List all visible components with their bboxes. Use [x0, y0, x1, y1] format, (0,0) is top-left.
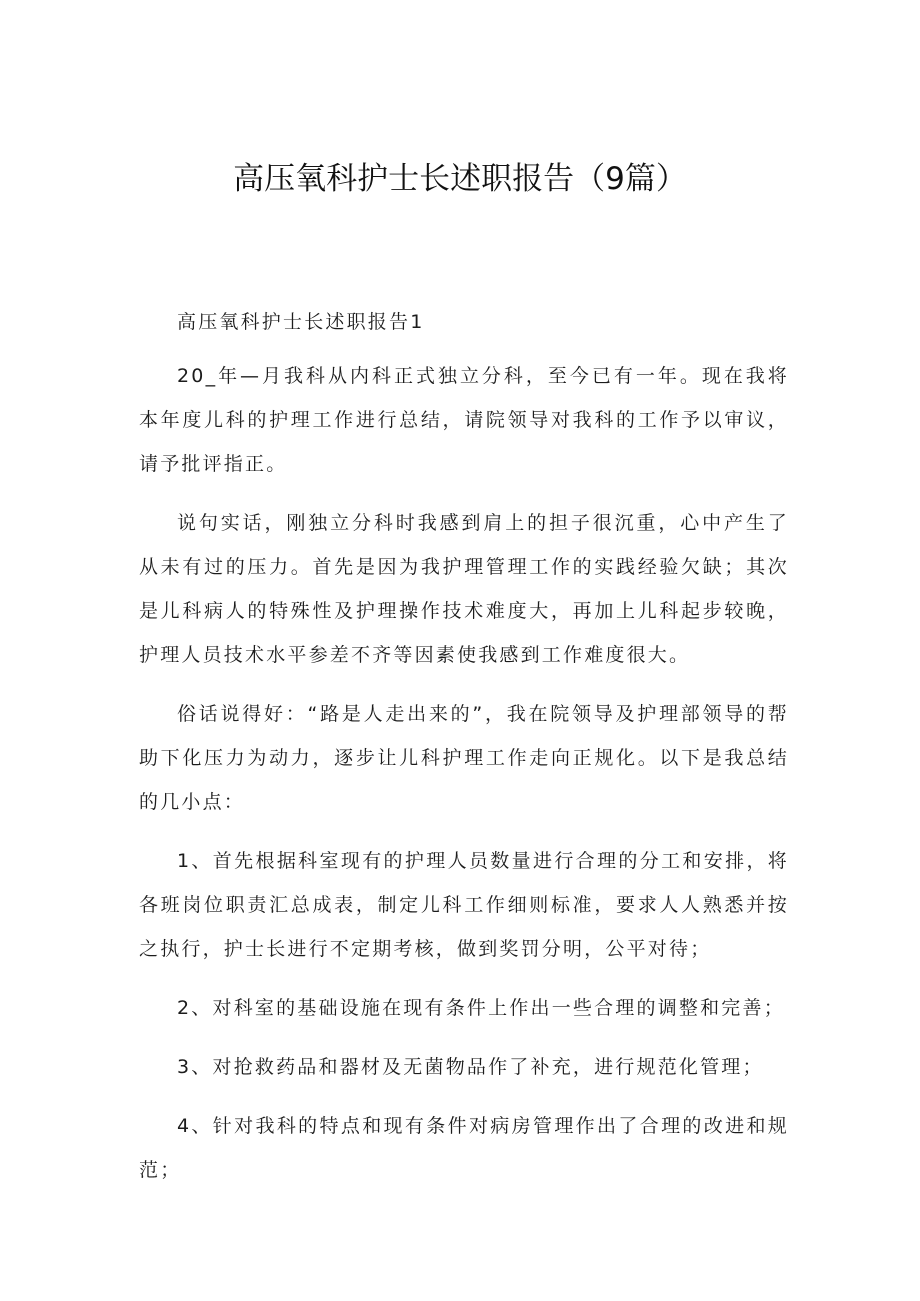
section-heading: 高压氧科护士长述职报告1	[177, 311, 425, 333]
list-item-3: 3、对抢救药品和器材及无菌物品作了补充，进行规范化管理；	[177, 1056, 764, 1078]
list-item-1: 1、首先根据科室现有的护理人员数量进行合理的分工和安排，将各班岗位职责汇总成表，制定儿科工作细则标准，要求人人熟悉并按之执行，护士长进行不定期考核，做到奖罚分明，公平对待；	[139, 850, 789, 960]
list-item-2: 2、对科室的基础设施在现有条件上作出一些合理的调整和完善；	[177, 997, 785, 1019]
document-body	[139, 300, 789, 1192]
document-title: 高压氧科护士长述职报告（9篇）	[233, 161, 687, 197]
paragraph-intro: 20_年—月我科从内科正式独立分科，至今已有一年。现在我将本年度儿科的护理工作进行总结，请院领导对我科的工作予以审议，请予批评指正。	[139, 365, 789, 475]
list-item-4: 4、针对我科的特点和现有条件对病房管理作出了合理的改进和规范；	[139, 1115, 789, 1181]
paragraph-pressure: 说句实话，刚独立分科时我感到肩上的担子很沉重，心中产生了从未有过的压力。首先是因为我护理管理工作的实践经验欠缺；其次是儿科病人的特殊性及护理操作技术难度大，再加上儿科起步较晚，护理人员技术水平参差不齐等因素使我感到工作难度很大。	[139, 512, 789, 666]
paragraph-proverb: 俗话说得好：“路是人走出来的”，我在院领导及护理部领导的帮助下化压力为动力，逐步让儿科护理工作走向正规化。以下是我总结的几小点：	[139, 703, 789, 813]
